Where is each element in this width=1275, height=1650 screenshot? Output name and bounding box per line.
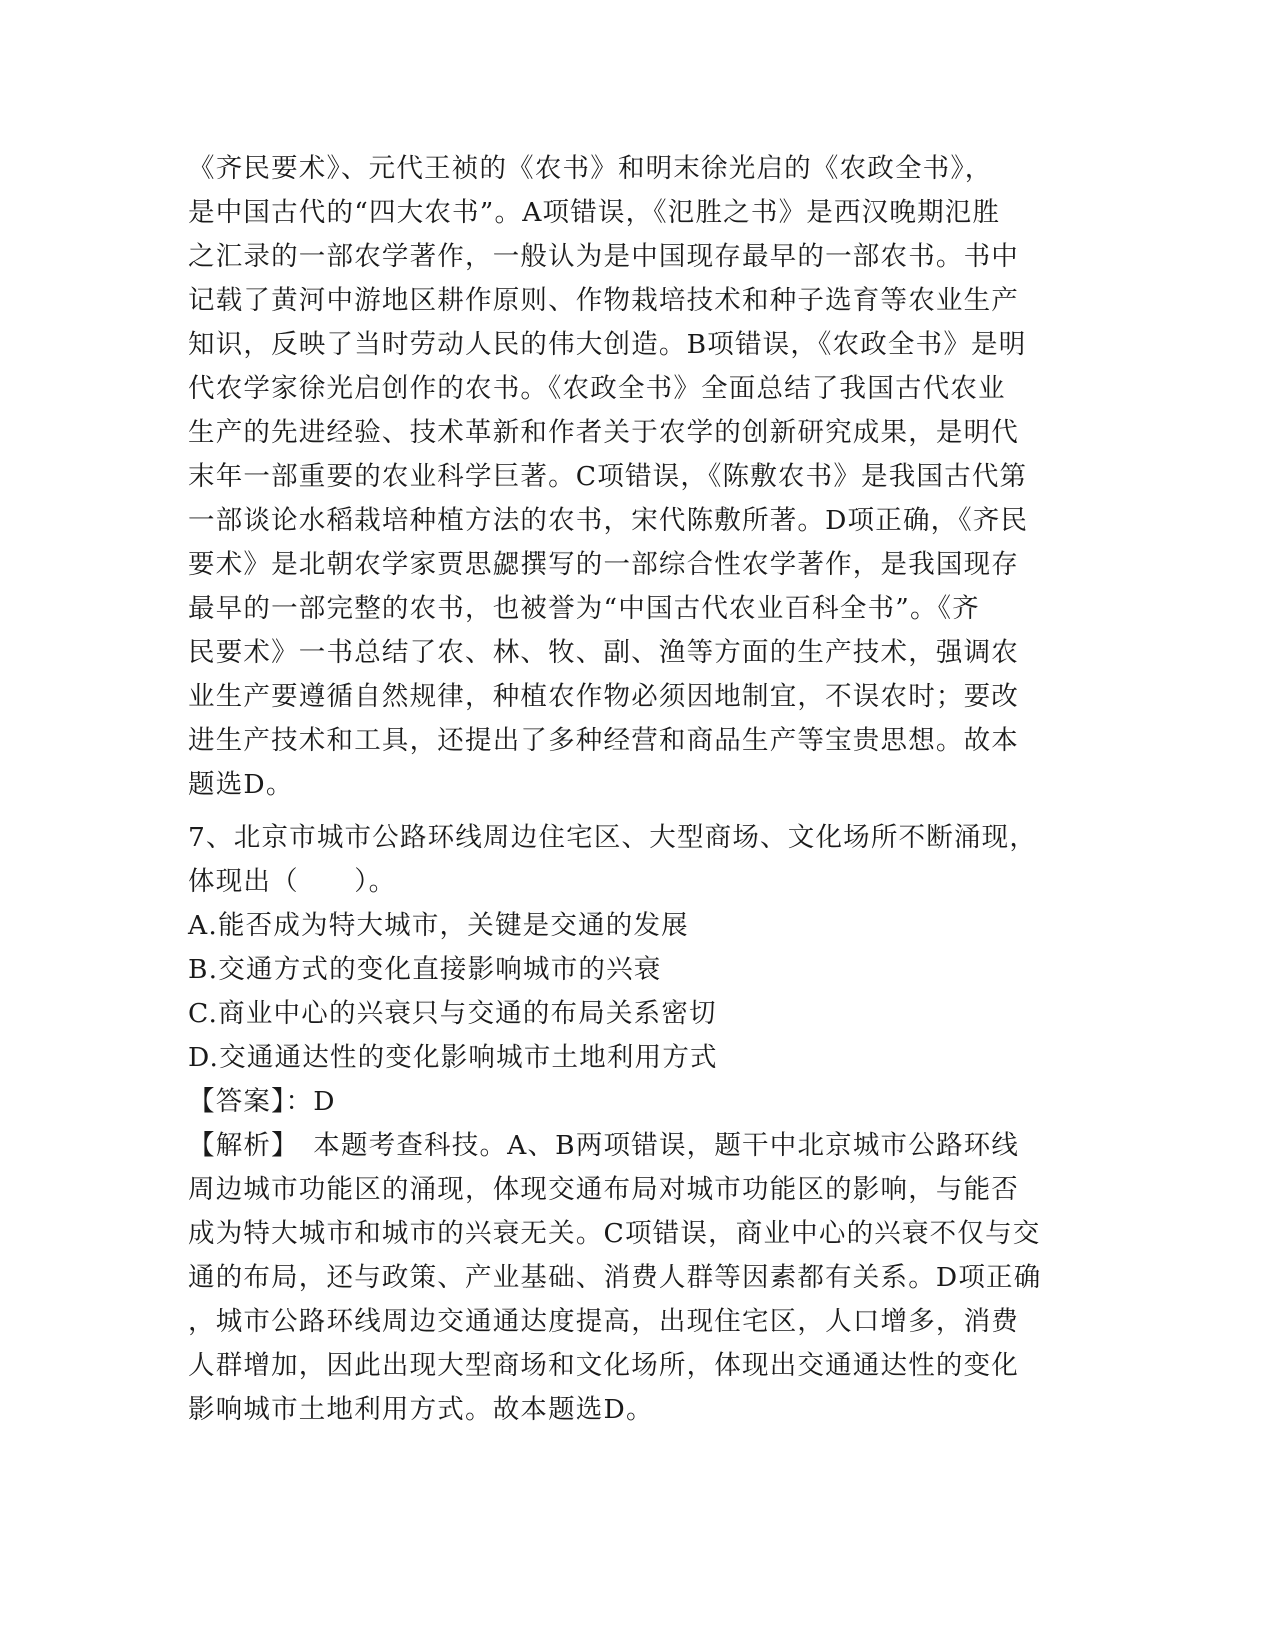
explanation-line: 题选D。: [188, 769, 294, 800]
explanation-line: 民要术》一书总结了农、林、牧、副、渔等方面的生产技术，强调农: [188, 637, 1019, 668]
explanation-line: 之汇录的一部农学著作，一般认为是中国现存最早的一部农书。书中: [188, 241, 1019, 272]
explanation-line: 业生产要遵循自然规律，种植农作物必须因地制宜，不误农时；要改: [188, 681, 1019, 712]
explanation-line: 进生产技术和工具，还提出了多种经营和商品生产等宝贵思想。故本: [188, 725, 1019, 756]
option-a: A.能否成为特大城市，关键是交通的发展: [188, 910, 689, 941]
explanation-line: 要术》是北朝农学家贾思勰撰写的一部综合性农学著作，是我国现存: [188, 549, 1019, 580]
explanation-line: 知识，反映了当时劳动人民的伟大创造。B项错误，《农政全书》是明: [188, 329, 1027, 360]
analysis-line: 【解析】 本题考查科技。A、B两项错误，题干中北京城市公路环线: [188, 1130, 1020, 1161]
previous-question-explanation: [188, 147, 1088, 807]
explanation-line: 是中国古代的“四大农书”。A项错误，《氾胜之书》是西汉晚期氾胜: [188, 197, 1001, 228]
explanation-line: 最早的一部完整的农书，也被誉为“中国古代农业百科全书”。《齐: [188, 593, 980, 624]
option-c: C.商业中心的兴衰只与交通的布局关系密切: [188, 998, 717, 1029]
explanation-line: 《齐民要术》、元代王祯的《农书》和明末徐光启的《农政全书》，: [188, 153, 993, 184]
answer-line: 【答案】：D: [188, 1086, 336, 1117]
question-stem: 7、北京市城市公路环线周边住宅区、大型商场、文化场所不断涌现，: [188, 822, 1038, 853]
question-stem: 体现出（ ）。: [188, 866, 397, 897]
analysis-line: 通的布局，还与政策、产业基础、消费人群等因素都有关系。D项正确: [188, 1262, 1042, 1293]
analysis-line: 人群增加，因此出现大型商场和文化场所，体现出交通通达性的变化: [188, 1350, 1019, 1381]
analysis-line: 周边城市功能区的涌现，体现交通布局对城市功能区的影响，与能否: [188, 1174, 1019, 1205]
analysis-line: 影响城市土地利用方式。故本题选D。: [188, 1394, 654, 1425]
question-7: [188, 816, 1088, 1432]
explanation-line: 生产的先进经验、技术革新和作者关于农学的创新研究成果，是明代: [188, 417, 1019, 448]
explanation-line: 一部谈论水稻栽培种植方法的农书，宋代陈敷所著。D项正确，《齐民: [188, 505, 1029, 536]
option-b: B.交通方式的变化直接影响城市的兴衰: [188, 954, 662, 985]
analysis-line: ，城市公路环线周边交通通达度提高，出现住宅区，人口增多，消费: [188, 1306, 1019, 1337]
explanation-line: 记载了黄河中游地区耕作原则、作物栽培技术和种子选育等农业生产: [188, 285, 1019, 316]
option-d: D.交通通达性的变化影响城市土地利用方式: [188, 1042, 718, 1073]
explanation-line: 代农学家徐光启创作的农书。《农政全书》全面总结了我国古代农业: [188, 373, 1006, 404]
explanation-line: 末年一部重要的农业科学巨著。C项错误，《陈敷农书》是我国古代第: [188, 461, 1028, 492]
analysis-line: 成为特大城市和城市的兴衰无关。C项错误，商业中心的兴衰不仅与交: [188, 1218, 1041, 1249]
